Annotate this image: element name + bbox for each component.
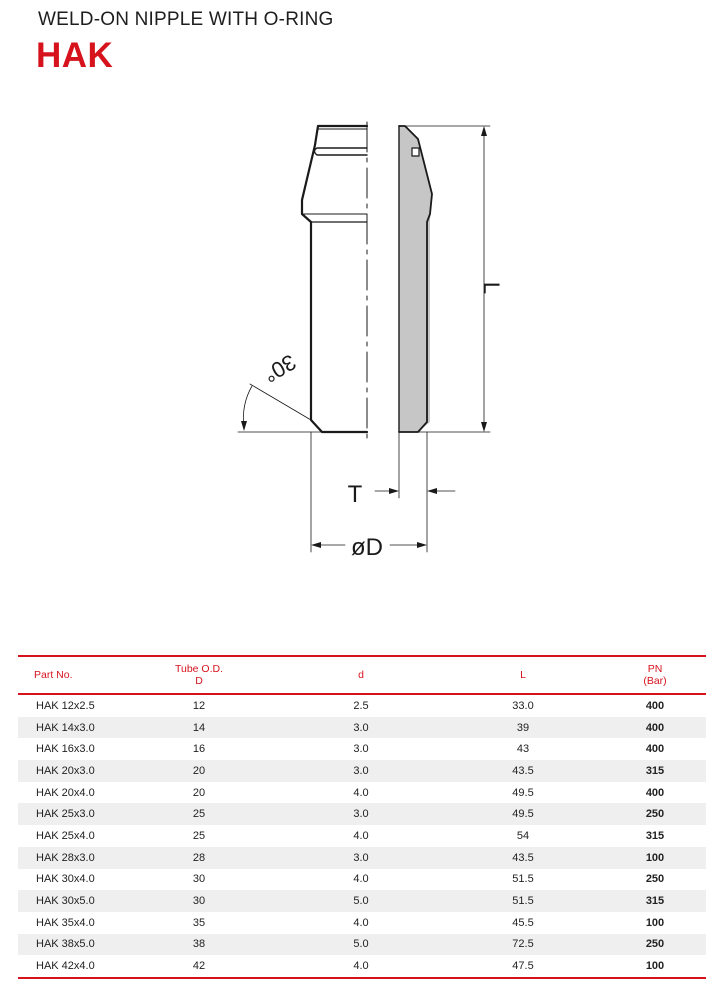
cell-d: 5.0 xyxy=(280,934,442,956)
cell-part-no: HAK 12x2.5 xyxy=(36,699,95,712)
length-label: L xyxy=(479,281,504,295)
product-subtitle: WELD-ON NIPPLE WITH O-RING xyxy=(38,9,334,30)
cell-part-no: HAK 16x3.0 xyxy=(36,743,95,756)
table-row xyxy=(18,847,706,869)
cell-d: 4.0 xyxy=(353,916,369,929)
cell-tube-od: 38 xyxy=(118,934,280,956)
cell-d: 4.0 xyxy=(353,960,369,973)
cell-tube-od: 20 xyxy=(192,786,206,799)
cell-d: 3.0 xyxy=(280,847,442,869)
cell-part-no: HAK 30x4.0 xyxy=(36,873,95,886)
col-header-pn-line2: (Bar) xyxy=(643,675,667,687)
table-row xyxy=(18,934,706,956)
cell-l: 43.5 xyxy=(442,847,604,869)
cell-l: 49.5 xyxy=(442,803,604,825)
cell-l: 51.5 xyxy=(442,890,604,912)
cell-pn: 100 xyxy=(645,960,665,973)
angle-label: 30° xyxy=(259,349,301,388)
cell-d: 3.0 xyxy=(280,760,442,782)
cell-l: 43 xyxy=(516,743,530,756)
cell-l: 33.0 xyxy=(512,699,534,712)
cell-l: 43.5 xyxy=(442,760,604,782)
table-row xyxy=(18,782,706,804)
cell-d: 2.5 xyxy=(353,699,369,712)
cell-d: 4.0 xyxy=(353,873,369,886)
cell-l: 45.5 xyxy=(512,916,534,929)
cell-d: 4.0 xyxy=(353,786,369,799)
cell-part-no: HAK 20x4.0 xyxy=(36,786,95,799)
table-row xyxy=(18,738,706,760)
cell-part-no: HAK 38x5.0 xyxy=(18,934,118,956)
cell-tube-od: 20 xyxy=(118,760,280,782)
cell-part-no: HAK 28x3.0 xyxy=(18,847,118,869)
cell-tube-od: 35 xyxy=(192,916,206,929)
specification-table xyxy=(18,655,706,979)
cell-pn: 315 xyxy=(645,829,665,842)
cell-tube-od: 25 xyxy=(118,803,280,825)
o-ring-groove xyxy=(315,148,368,155)
cell-part-no: HAK 30x5.0 xyxy=(18,890,118,912)
cell-pn: 400 xyxy=(604,717,706,739)
table-row xyxy=(18,825,706,847)
cell-tube-od: 42 xyxy=(192,960,206,973)
thickness-label: T xyxy=(347,481,363,508)
cell-part-no: HAK 42x4.0 xyxy=(36,960,95,973)
cell-tube-od: 30 xyxy=(118,890,280,912)
col-header-l: L xyxy=(442,656,604,694)
cell-tube-od: 14 xyxy=(118,717,280,739)
cell-l: 51.5 xyxy=(512,873,534,886)
col-header-tube-od xyxy=(118,656,280,694)
table-row xyxy=(18,803,706,825)
col-header-tube-od-line1: Tube O.D. xyxy=(174,663,224,675)
cell-pn: 400 xyxy=(645,699,665,712)
diameter-label: øD xyxy=(351,534,383,561)
cell-l: 72.5 xyxy=(442,934,604,956)
cell-tube-od: 28 xyxy=(118,847,280,869)
outer-profile xyxy=(302,126,367,432)
table-row xyxy=(18,717,706,739)
table-row xyxy=(18,890,706,912)
cell-tube-od: 25 xyxy=(192,829,206,842)
col-header-pn-line1: PN xyxy=(647,663,663,675)
cell-d: 5.0 xyxy=(280,890,442,912)
cell-tube-od: 30 xyxy=(192,873,206,886)
cell-pn: 400 xyxy=(645,743,665,756)
table-body xyxy=(18,694,706,978)
table-row xyxy=(18,955,706,978)
cell-part-no: HAK 35x4.0 xyxy=(36,916,95,929)
technical-drawing xyxy=(0,100,725,570)
cell-d: 3.0 xyxy=(353,743,369,756)
cell-d: 4.0 xyxy=(353,829,369,842)
cell-part-no: HAK 25x3.0 xyxy=(18,803,118,825)
cell-l: 49.5 xyxy=(512,786,534,799)
table-row xyxy=(18,760,706,782)
cell-pn: 315 xyxy=(604,890,706,912)
cell-tube-od: 16 xyxy=(192,743,206,756)
cell-pn: 315 xyxy=(604,760,706,782)
cell-tube-od: 12 xyxy=(192,699,206,712)
cell-d: 3.0 xyxy=(280,717,442,739)
cell-pn: 250 xyxy=(604,934,706,956)
cell-l: 54 xyxy=(516,829,530,842)
cell-pn: 100 xyxy=(604,847,706,869)
col-header-part: Part No. xyxy=(18,656,118,694)
col-header-d: d xyxy=(280,656,442,694)
table-row xyxy=(18,869,706,891)
cell-pn: 250 xyxy=(604,803,706,825)
table-row xyxy=(18,694,706,717)
cell-d: 3.0 xyxy=(280,803,442,825)
cell-part-no: HAK 14x3.0 xyxy=(18,717,118,739)
col-header-pn xyxy=(604,656,706,694)
cell-l: 39 xyxy=(442,717,604,739)
cell-l: 47.5 xyxy=(512,960,534,973)
cell-part-no: HAK 25x4.0 xyxy=(36,829,95,842)
table-header-row xyxy=(18,656,706,694)
cell-pn: 100 xyxy=(645,916,665,929)
cell-pn: 400 xyxy=(645,786,665,799)
product-code-title: HAK xyxy=(36,36,114,75)
cell-part-no: HAK 20x3.0 xyxy=(18,760,118,782)
cell-pn: 250 xyxy=(645,873,665,886)
table-row xyxy=(18,912,706,934)
col-header-tube-od-line2: D xyxy=(195,675,203,687)
